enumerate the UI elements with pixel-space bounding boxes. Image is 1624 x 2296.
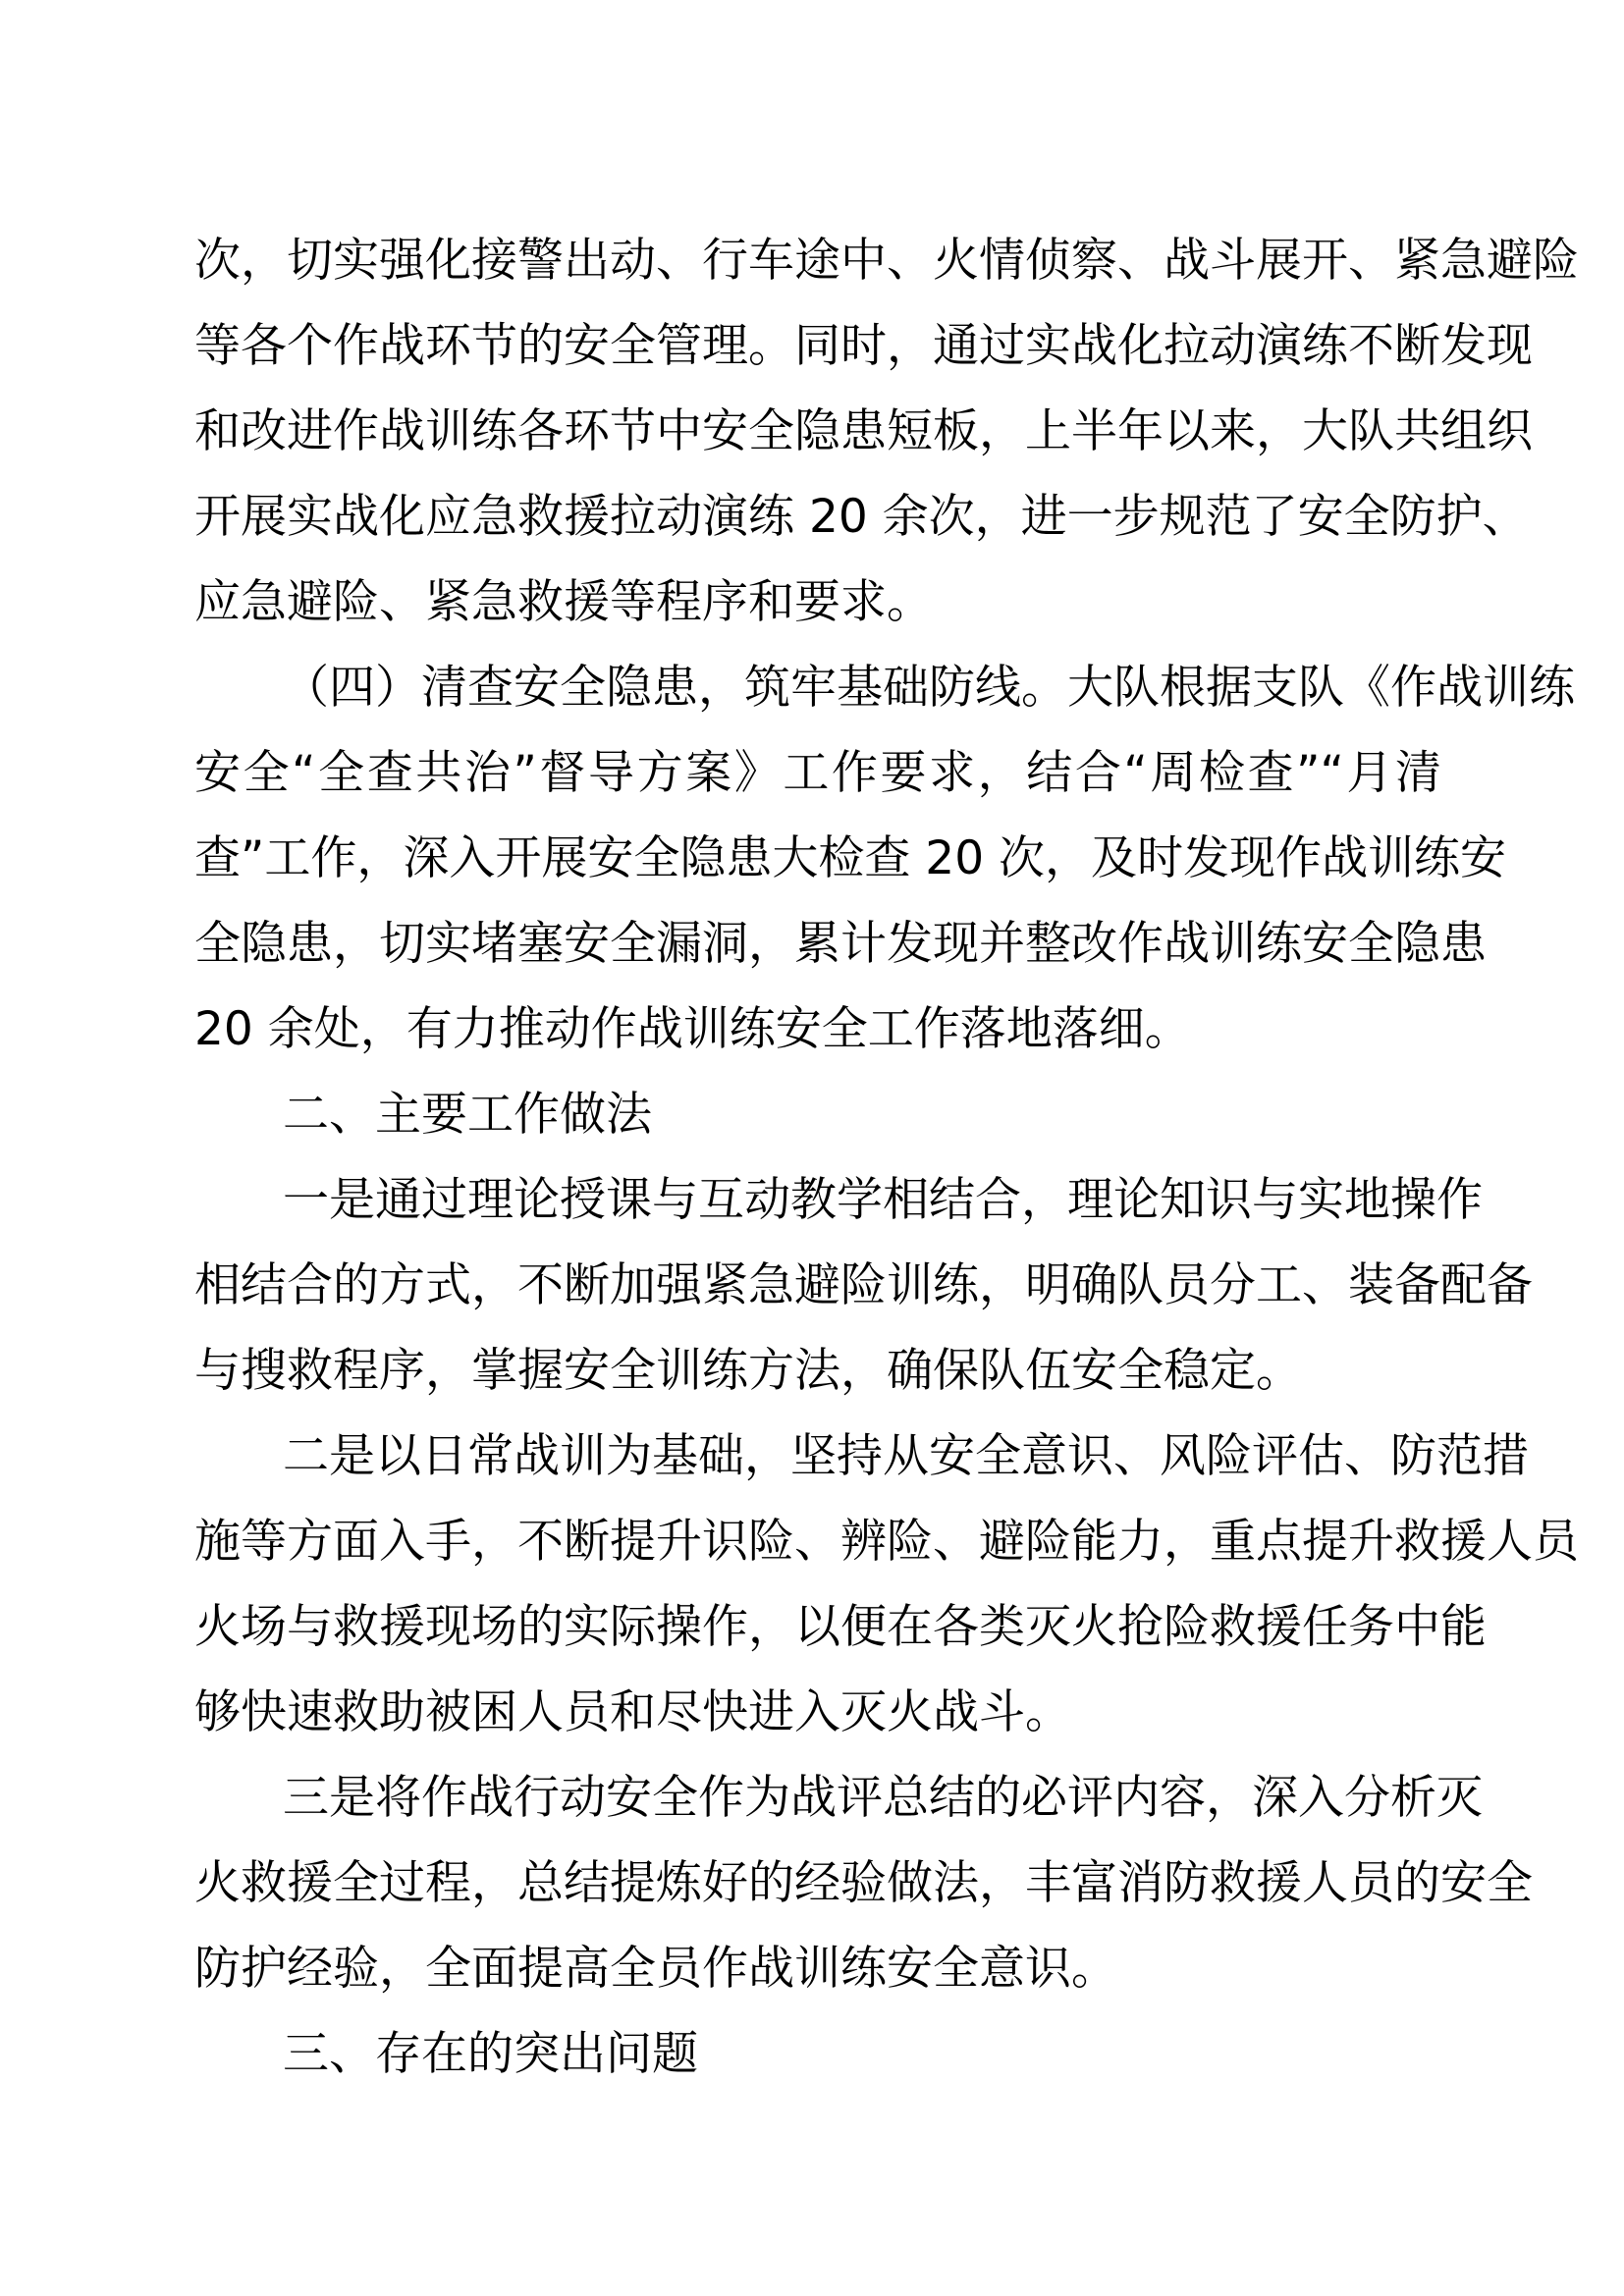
text-line: 20 余处，有力推动作战训练安全工作落地落细。 — [194, 1002, 1191, 1056]
text-line: 相结合的方式，不断加强紧急避险训练，明确队员分工、装备配备 — [194, 1258, 1533, 1312]
text-line: 查”工作，深入开展安全隐患大检查 20 次，及时发现作战训练安 — [194, 831, 1507, 885]
text-line: 火场与救援现场的实际操作，以便在各类灭火抢险救援任务中能 — [194, 1600, 1487, 1654]
text-line: 开展实战化应急救援拉动演练 20 余次，进一步规范了安全防护、 — [194, 490, 1529, 544]
document-body — [194, 218, 1579, 2097]
text-line: 安全“全查共治”督导方案》工作要求，结合“周检查”“月清 — [194, 746, 1441, 800]
text-line: 与搜救程序，掌握安全训练方法，确保队伍安全稳定。 — [194, 1344, 1302, 1398]
text-line: 一是通过理论授课与互动教学相结合，理论知识与实地操作 — [283, 1173, 1483, 1227]
text-line: 够快速救助被困人员和尽快进入灭火战斗。 — [194, 1685, 1071, 1739]
text-line: 施等方面入手，不断提升识险、辨险、避险能力，重点提升救援人员 — [194, 1515, 1579, 1569]
text-line: 全隐患，切实堵塞安全漏洞，累计发现并整改作战训练安全隐患 — [194, 917, 1487, 971]
text-line: 和改进作战训练各环节中安全隐患短板，上半年以来，大队共组织 — [194, 404, 1533, 458]
text-line: 二是以日常战训为基础，坚持从安全意识、风险评估、防范措 — [283, 1429, 1529, 1483]
text-line: 次，切实强化接警出动、行车途中、火情侦察、战斗展开、紧急避险 — [194, 234, 1579, 288]
section-four-heading-line: （四）清查安全隐患，筑牢基础防线。大队根据支队《作战训练 — [283, 661, 1575, 715]
text-line: 三是将作战行动安全作为战评总结的必评内容，深入分析灭 — [283, 1771, 1483, 1825]
text-line: 防护经验，全面提高全员作战训练安全意识。 — [194, 1942, 1117, 1996]
text-line: 火救援全过程，总结提炼好的经验做法，丰富消防救援人员的安全 — [194, 1856, 1533, 1910]
section-heading-main-practices: 二、主要工作做法 — [283, 1088, 652, 1142]
text-line: 应急避险、紧急救援等程序和要求。 — [194, 575, 933, 629]
section-heading-problems: 三、存在的突出问题 — [283, 2027, 698, 2081]
text-line: 等各个作战环节的安全管理。同时，通过实战化拉动演练不断发现 — [194, 319, 1533, 373]
